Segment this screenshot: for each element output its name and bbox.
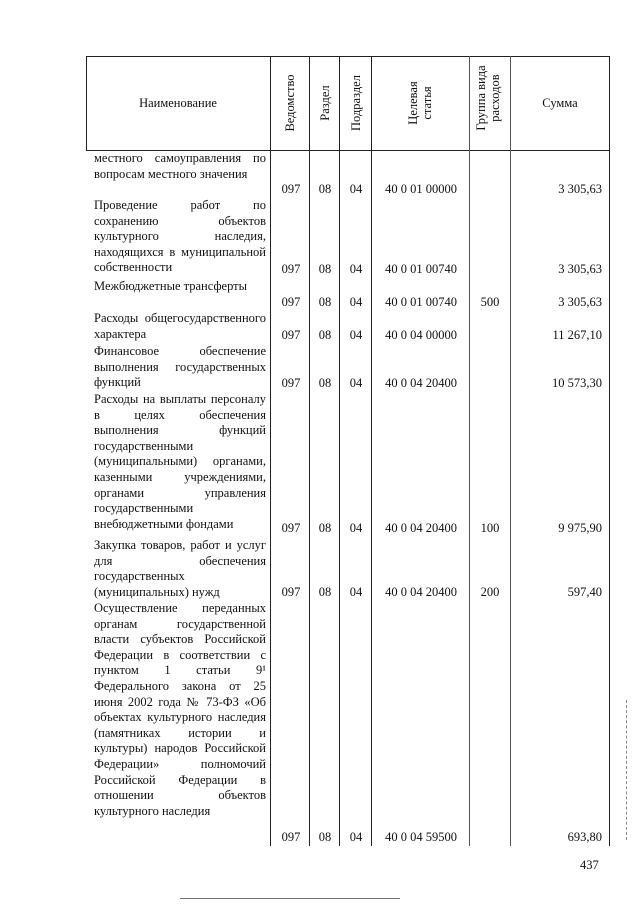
row-sum: 11 267,10 [552, 328, 602, 342]
header-name: Наименование [139, 96, 217, 110]
row-ved: 097 [281, 295, 301, 309]
row-razd: 08 [318, 328, 332, 342]
row-cel: 40 0 04 59500 [385, 830, 457, 844]
row-sum: 597,40 [567, 585, 602, 599]
row-pod: 04 [349, 262, 363, 276]
table-top-border [86, 56, 610, 57]
table-right-border [609, 56, 610, 846]
row-pod: 04 [349, 376, 363, 390]
row-razd: 08 [318, 830, 332, 844]
row-cel: 40 0 01 00740 [385, 295, 457, 309]
row-name: Проведение работ по сохранению объектов культурного наследия, находящихся в муниципальной собственности [94, 198, 266, 275]
row-pod: 04 [349, 830, 363, 844]
row-pod: 04 [349, 521, 363, 535]
header-razdel: Раздел [318, 85, 332, 121]
row-ved: 097 [281, 585, 301, 599]
header-summa: Сумма [542, 96, 578, 110]
row-pod: 04 [349, 182, 363, 196]
row-cel: 40 0 04 20400 [385, 376, 457, 390]
col-sep-pod [371, 56, 372, 846]
row-sum: 10 573,30 [552, 376, 602, 390]
header-vedomstvo: Ведомство [283, 74, 297, 132]
row-sum: 3 305,63 [558, 295, 602, 309]
row-cel: 40 0 01 00000 [385, 182, 457, 196]
row-razd: 08 [318, 521, 332, 535]
row-pod: 04 [349, 328, 363, 342]
row-sum: 3 305,63 [558, 182, 602, 196]
row-ved: 097 [281, 328, 301, 342]
row-pod: 04 [349, 585, 363, 599]
row-ved: 097 [281, 376, 301, 390]
row-cel: 40 0 04 00000 [385, 328, 457, 342]
table-left-border [86, 56, 87, 150]
row-pod: 04 [349, 295, 363, 309]
row-razd: 08 [318, 585, 332, 599]
row-name: Расходы общегосударственного характера [94, 311, 266, 341]
row-cel: 40 0 04 20400 [385, 585, 457, 599]
page-number: 437 [580, 858, 599, 872]
header-podrazdel: Подраздел [349, 75, 363, 131]
col-sep-ved [309, 56, 310, 846]
col-sep-grp [510, 56, 511, 846]
scan-artifact-bottom [180, 898, 400, 899]
row-razd: 08 [318, 295, 332, 309]
header-gruppa-1: Группа вида [474, 65, 488, 131]
row-ved: 097 [281, 182, 301, 196]
row-cel: 40 0 04 20400 [385, 521, 457, 535]
row-ved: 097 [281, 262, 301, 276]
row-grp: 500 [480, 295, 500, 309]
row-name: Закупка товаров, работ и услуг для обеспечения государственных (муниципальных) нужд [94, 538, 266, 599]
row-razd: 08 [318, 376, 332, 390]
row-name: местного самоуправления по вопросам местного значения [94, 151, 266, 181]
header-celevaya-1: Целевая [406, 81, 420, 125]
row-name: Осуществление переданных органам государственной власти субъектов Российской Федерации в соответствии с пунктом 1 статьи 9¹ Федерального закона от 25 июня 2002 года № 73-ФЗ «Об объектах культурного наследия (памятниках истории и культуры) народов Российской Федерации» полномочий Российской Федерации в отношении объектов культурного наследия [94, 601, 266, 818]
row-name: Финансовое обеспечение выполнения государственных функций [94, 344, 266, 390]
scan-artifact-right [626, 700, 627, 840]
row-razd: 08 [318, 182, 332, 196]
row-name: Межбюджетные трансферты [94, 279, 248, 293]
col-sep-cel [469, 56, 470, 846]
row-grp: 200 [480, 585, 500, 599]
row-ved: 097 [281, 521, 301, 535]
row-grp: 100 [480, 521, 500, 535]
row-name: Расходы на выплаты персоналу в целях обеспечения выполнения функций государственными (муниципальными) органами, казенными учреждениями, органами управления государственными внебюджетными фондами [94, 392, 266, 531]
row-razd: 08 [318, 262, 332, 276]
row-cel: 40 0 01 00740 [385, 262, 457, 276]
row-sum: 9 975,90 [558, 521, 602, 535]
col-sep-razd [339, 56, 340, 846]
row-ved: 097 [281, 830, 301, 844]
row-sum: 3 305,63 [558, 262, 602, 276]
col-sep-name [270, 56, 271, 846]
header-gruppa-2: расходов [488, 74, 502, 122]
row-sum: 693,80 [567, 830, 602, 844]
header-celevaya-2: статья [420, 86, 434, 120]
